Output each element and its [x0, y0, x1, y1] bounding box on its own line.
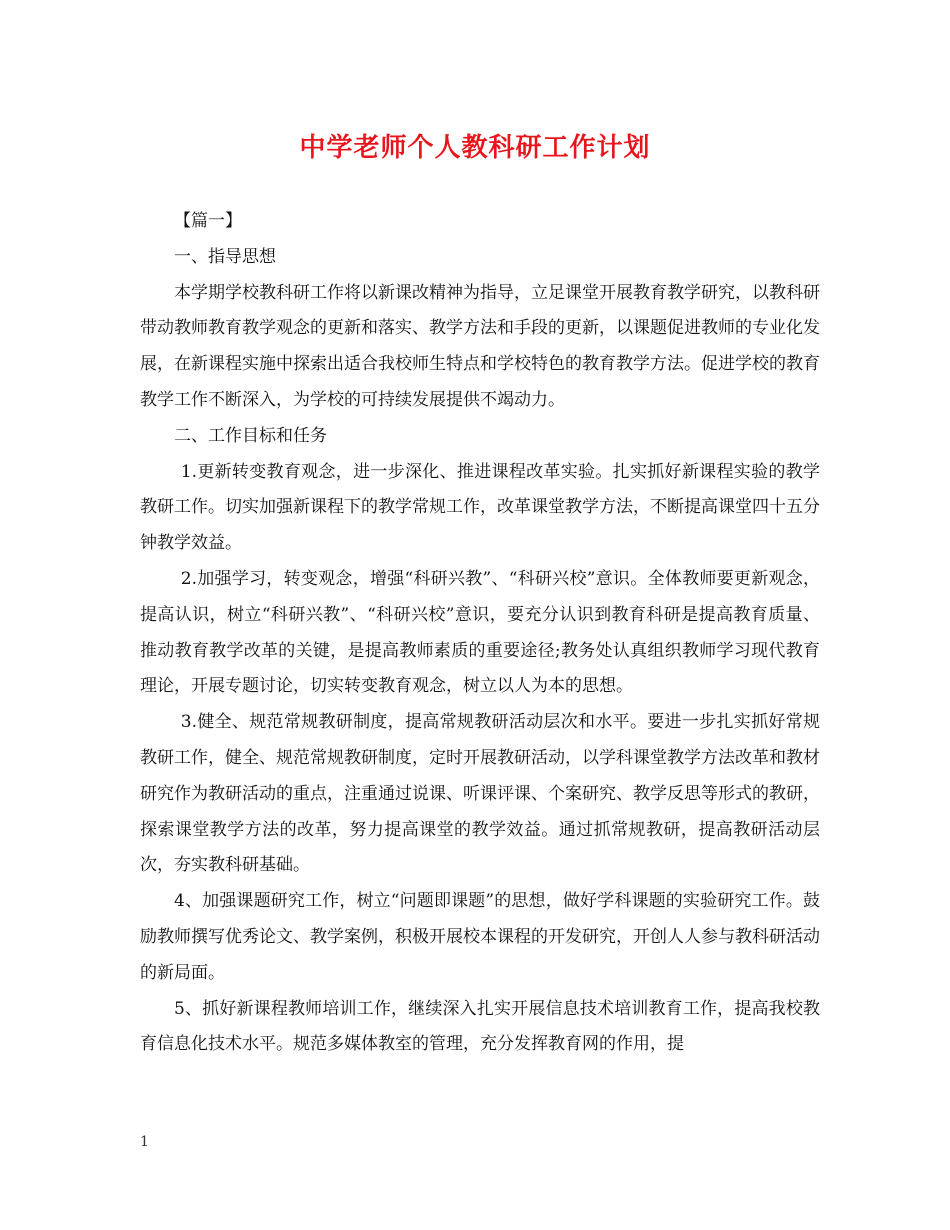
- paragraph-item-4: 4、加强课题研究工作，树立“问题即课题”的思想，做好学科课题的实验研究工作。鼓励教师撰写优秀论文、教学案例，积极开展校本课程的开发研究，开创人人参与教科研活动的新局面。: [140, 891, 820, 983]
- page-number: 1: [140, 1134, 149, 1150]
- paragraph-item-3: 3.健全、规范常规教研制度，提高常规教研活动层次和水平。要进一步扎实抓好常规教研工作，健全、规范常规教研制度，定时开展教研活动，以学科课堂教学方法改革和教材研究作为教研活动的重点，注重通过说课、听课评课、个案研究、教学反思等形式的教研，探索课堂教学方法的改革，努力提高课堂的教学效益。通过抓常规教研，提高教研活动层次，夯实教科研基础。: [140, 712, 820, 876]
- paragraph-item-5: 5、抓好新课程教师培训工作，继续深入扎实开展信息技术培训教育工作，提高我校教育信息化技术水平。规范多媒体教室的管理，充分发挥教育网的作用，提: [140, 998, 820, 1055]
- paragraph-item-2: 2.加强学习，转变观念，增强“科研兴教”、“科研兴校”意识。全体教师要更新观念，提高认识，树立“科研兴教”、“科研兴校”意识，要充分认识到教育科研是提高教育质量、推动教育教学改革的关键，是提高教师素质的重要途径;教务处认真组织教师学习现代教育理论，开展专题讨论，切实转变教育观念，树立以人为本的思想。: [140, 568, 820, 697]
- section-label: 【篇一】: [174, 211, 242, 231]
- heading-guiding-idea: 一、指导思想: [174, 246, 276, 267]
- paragraph-guiding-idea: 本学期学校教科研工作将以新课改精神为指导，立足课堂开展教育教学研究，以教科研带动教师教育教学观念的更新和落实、教学方法和手段的更新，以课题促进教师的专业化发展，在新课程实施中探索出适合我校师生特点和学校特色的教育教学方法。促进学校的教育教学工作不断深入，为学校的可持续发展提供不竭动力。: [140, 282, 820, 410]
- paragraph-item-1: 1.更新转变教育观念，进一步深化、推进课程改革实验。扎实抓好新课程实验的教学教研工作。切实加强新课程下的教学常规工作，改革课堂教学方法，不断提高课堂四十五分钟教学效益。: [140, 461, 820, 554]
- document-title: 中学老师个人教科研工作计划: [299, 133, 651, 163]
- heading-goals-tasks: 二、工作目标和任务: [174, 425, 327, 446]
- document-body: [140, 204, 820, 1063]
